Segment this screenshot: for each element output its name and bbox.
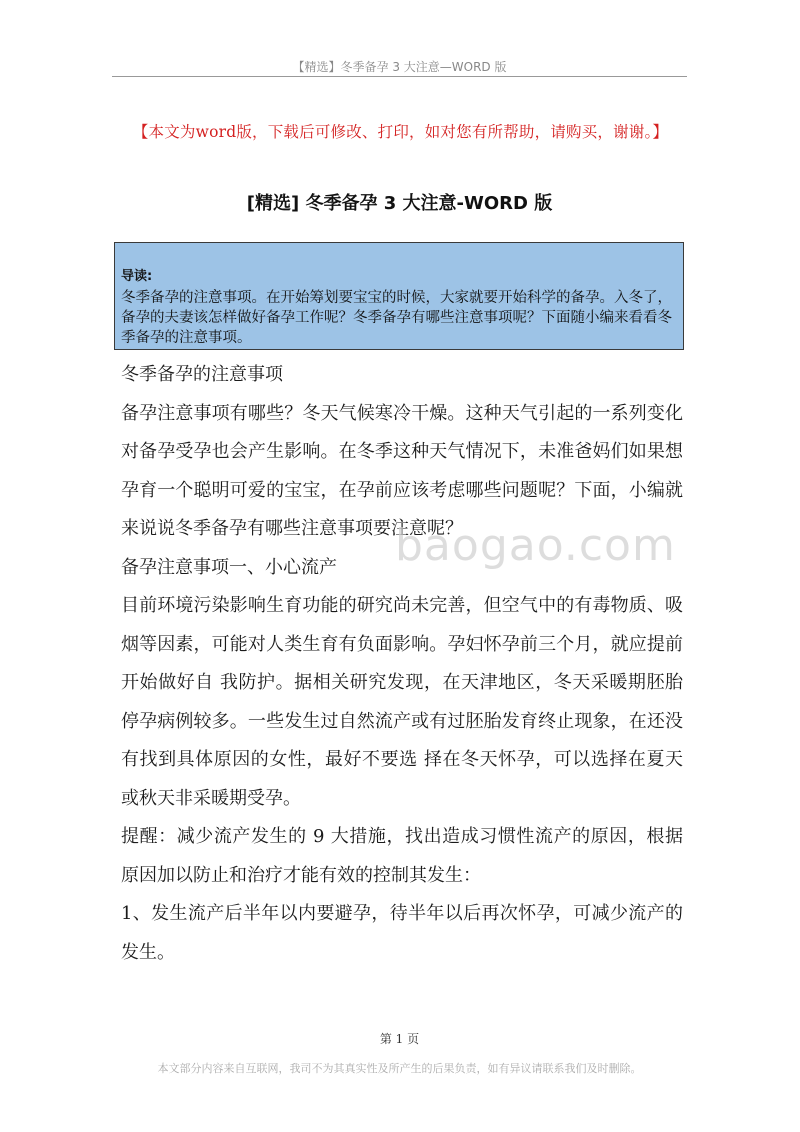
body-paragraph: 目前环境污染影响生育功能的研究尚未完善，但空气中的有毒物质、吸烟等因素，可能对人类生育有负面影响。孕妇怀孕前三个月，就应提前开始做好自 我防护。据相关研究发现，在天津地区，冬天采暖期胚胎停孕病例较多。一些发生过自然流产或有过胚胎发育终止现象，在还没有找到具体原因的女性，最好不要选 择在冬天怀孕，可以选择在夏天或秋天非采暖期受孕。: [121, 595, 683, 809]
guide-box: [114, 242, 684, 350]
page-number: 第 1 页: [379, 1032, 420, 1046]
page-header: 【精选】冬季备孕 3 大注意—WORD 版: [292, 60, 507, 74]
guide-label: 导读:: [121, 269, 153, 284]
page-footer-disclaimer: 本文部分内容来自互联网，我司不为其真实性及所产生的后果负责，如有异议请联系我们及时删除。: [157, 1062, 642, 1075]
watermark: baogao.com: [395, 520, 676, 571]
section-heading: 备孕注意事项一、小心流产: [121, 556, 337, 578]
document-body: [121, 356, 683, 972]
word-version-notice: 【本文为word版，下载后可修改、打印，如对您有所帮助，请购买，谢谢。】: [132, 123, 669, 141]
header-divider: [112, 76, 687, 77]
section-heading: 冬季备孕的注意事项: [121, 364, 283, 385]
body-paragraph: 1、发生流产后半年以内要避孕，待半年以后再次怀孕，可减少流产的发生。: [121, 903, 683, 963]
body-paragraph: 备孕注意事项有哪些？冬天气候寒冷干燥。这种天气引起的一系列变化对备孕受孕也会产生影响。在冬季这种天气情况下，未准爸妈们如果想孕育一个聪明可爱的宝宝，在孕前应该考虑哪些问题呢？下面，小编就来说说冬季备孕有哪些注意事项要注意呢？: [121, 402, 683, 539]
guide-text: 冬季备孕的注意事项。在开始筹划要宝宝的时候，大家就要开始科学的备孕。入冬了，备孕的夫妻该怎样做好备孕工作呢？冬季备孕有哪些注意事项呢？下面随小编来看看冬季备孕的注意事项。: [121, 290, 672, 346]
document-title: [精选] 冬季备孕 3 大注意-WORD 版: [246, 193, 553, 214]
body-paragraph: 提醒：减少流产发生的 9 大措施，找出造成习惯性流产的原因，根据原因加以防止和治疗才能有效的控制其发生：: [121, 826, 683, 886]
